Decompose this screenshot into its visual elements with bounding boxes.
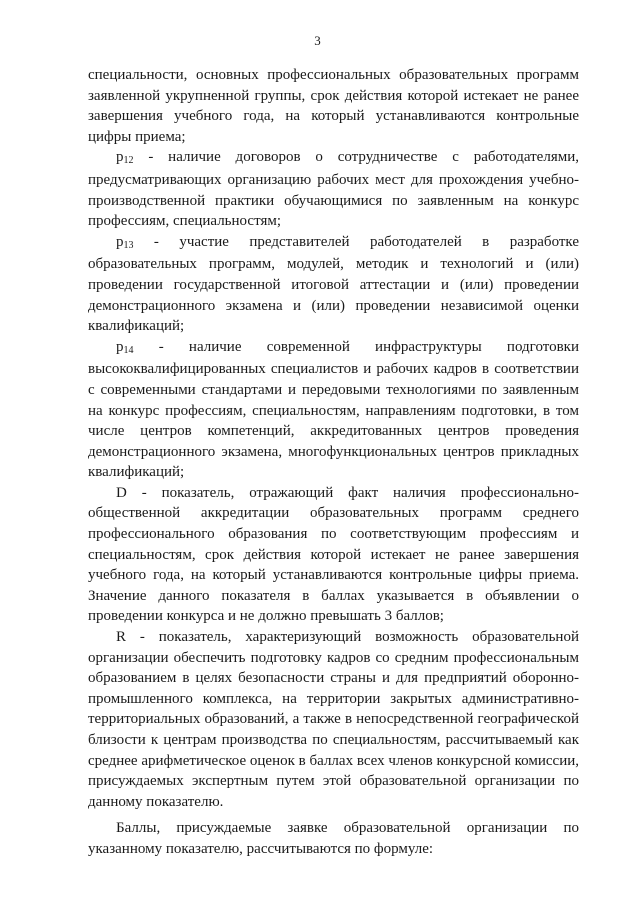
indicator-subscript: 14: [123, 344, 134, 356]
indicator-symbol: $p_{12}$: [116, 149, 134, 167]
indicator-symbol: D: [116, 484, 127, 501]
indicator-symbol: $p_{13}$: [116, 233, 134, 251]
paragraph-p14: [88, 337, 579, 483]
paragraph-text: - показатель, отражающий факт наличия профессионально-общественной аккредитации образовательных программ среднего профессионального образования по соответствующим профессиям и специальностям, срок действия которой истекает не ранее завершения учебного года, на который устанавливаются контрольные цифры приема. Значение данного показателя в баллах указывается в объявлении о проведении конкурса и не должно превышать 3 баллов;: [88, 484, 579, 625]
page-number: 3: [314, 33, 321, 48]
paragraph-specialty-continuation: [88, 65, 579, 147]
indicator-symbol: R: [116, 629, 127, 646]
indicator-subscript: 12: [123, 155, 134, 167]
paragraph-text: Баллы, присуждаемые заявке образовательной организации по указанному показателю, рассчитываются по формуле:: [88, 820, 579, 857]
paragraph-p12: [88, 147, 579, 231]
paragraph-text: специальности, основных профессиональных образовательных программ заявленной укрупненной группы, срок действия которой истекает не ранее завершения учебного года, на который устанавливаются контрольные цифры приема;: [88, 67, 579, 145]
paragraph-text: - наличие современной инфраструктуры подготовки высококвалифицированных специалистов и рабочих кадров в соответствии с современными стандартами и передовыми технологиями по заявленным на конкурс профессиям, специальностям, направлениям подготовки, в том числе центров компетенций, аккредитованных центров проведения демонстрационного экзамена, многофункциональных центров прикладных квалификаций;: [88, 338, 579, 481]
indicator-subscript: 13: [123, 239, 134, 251]
paragraph-r-indicator: [88, 627, 579, 812]
paragraph-d-indicator: [88, 483, 579, 627]
indicator-symbol: $p_{14}$: [116, 338, 134, 356]
paragraph-text: - участие представителей работодателей в разработке образовательных программ, модулей, методик и технологий и (или) проведении государственной итоговой аттестации и (или) проведении демонстрационного экзамена и (или) проведении независимой оценки квалификаций;: [88, 233, 579, 335]
paragraph-p13: [88, 232, 579, 337]
paragraph-scoring-formula-intro: [88, 818, 579, 859]
paragraph-text: - показатель, характеризующий возможность образовательной организации обеспечить подготовку кадров со средним профессиональным образованием в целях безопасности страны и для предприятий оборонно-промышленного комплекса, на территории закрытых административно-территориальных образований, а также в непосредственной географической близости к центрам производства по специальностям, рассчитываемый как среднее арифметическое оценок в баллах всех членов конкурсной комиссии, присуждаемых экспертным путем этой образовательной организации по данному показателю.: [88, 629, 579, 810]
document-body: [88, 65, 579, 860]
paragraph-text: - наличие договоров о сотрудничестве с работодателями, предусматривающих организацию рабочих мест для прохождения учебно-производственной практики обучающимися по заявленным на конкурс профессиям, специальностям;: [88, 149, 579, 230]
